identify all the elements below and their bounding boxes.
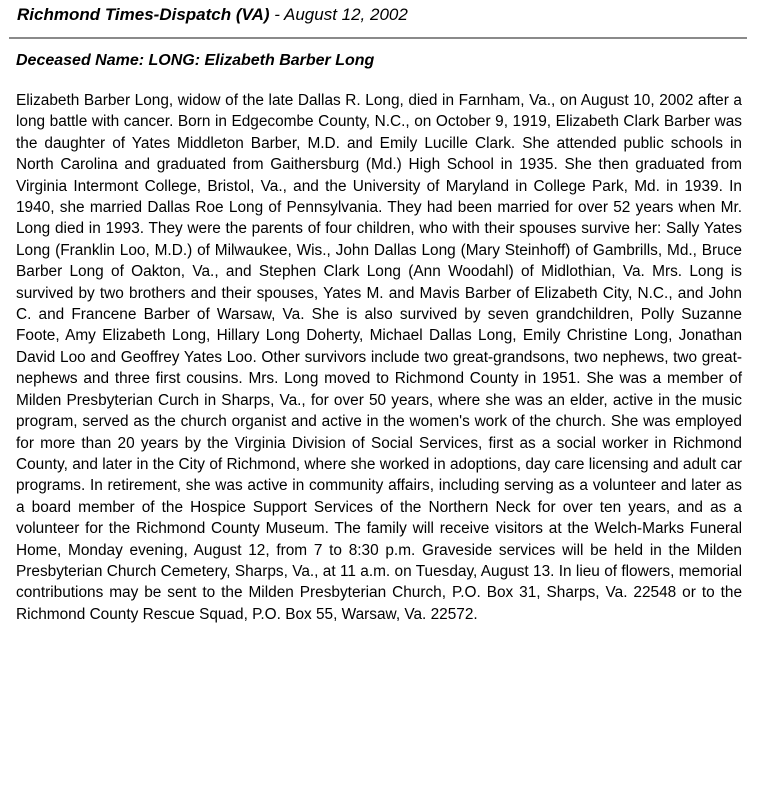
newspaper-name: Richmond Times-Dispatch (VA) <box>17 5 270 24</box>
page-header <box>17 4 408 26</box>
header-separator: - <box>269 5 284 24</box>
header-divider <box>9 37 747 39</box>
deceased-name-heading: Deceased Name: LONG: Elizabeth Barber Long <box>16 52 375 69</box>
obituary-body: Elizabeth Barber Long, widow of the late Dallas R. Long, died in Farnham, Va., on August 10, 2002 after a long battle with cancer. Born in Edgecombe County, N.C., on October 9, 1919, Elizabeth Clark Barber was the daughter of Yates Middleton Barber, M.D. and Emily Lucille Clark. She attended public schools in North Carolina and graduated from Gaithersburg (Md.) High School in 1935. She then graduated from Virginia Intermont College, Bristol, Va., and the University of Maryland in College Park, Md. in 1939. In 1940, she married Dallas Roe Long of Pennsylvania. They had been married for over 52 years when Mr. Long died in 1993. They were the parents of four children, who with their spouses survive her: Sally Yates Long (Franklin Loo, M.D.) of Milwaukee, Wis., John Dallas Long (Mary Steinhoff) of Gambrills, Md., Bruce Barber Long of Oakton, Va., and Stephen Clark Long (Ann Woodahl) of Midlothian, Va. Mrs. Long is survived by two brothers and their spouses, Yates M. and Mavis Barber of Elizabeth City, N.C., and John C. and Francene Barber of Warsaw, Va. She is also survived by seven grandchildren, Polly Suzanne Foote, Amy Elizabeth Long, Hillary Long Doherty, Michael Dallas Long, Emily Christine Long, Jonathan David Loo and Geoffrey Yates Loo. Other survivors include two great-grandsons, two nephews, two great-nephews and three first cousins. Mrs. Long moved to Richmond County in 1951. She was a member of Milden Presbyterian Curch in Sharps, Va., for over 50 years, where she was an elder, active in the music program, served as the church organist and active in the women's work of the church. She was employed for more than 20 years by the Virginia Division of Social Services, first as a social worker in Richmond County, and later in the City of Richmond, where she worked in adoptions, day care licensing and adult car programs. In retirement, she was active in community affairs, including serving as a volunteer and later as a board member of the Hospice Support Services of the Northern Neck for over ten years, and as a volunteer for the Richmond County Museum. The family will receive visitors at the Welch-Marks Funeral Home, Monday evening, August 12, from 7 to 8:30 p.m. Graveside services will be held in the Milden Presbyterian Church Cemetery, Sharps, Va., at 11 a.m. on Tuesday, August 13. In lieu of flowers, memorial contributions may be sent to the Milden Presbyterian Church, P.O. Box 31, Sharps, Va. 22548 or to the Richmond County Rescue Squad, P.O. Box 55, Warsaw, Va. 22572. <box>16 92 742 623</box>
publication-date: August 12, 2002 <box>284 5 408 24</box>
